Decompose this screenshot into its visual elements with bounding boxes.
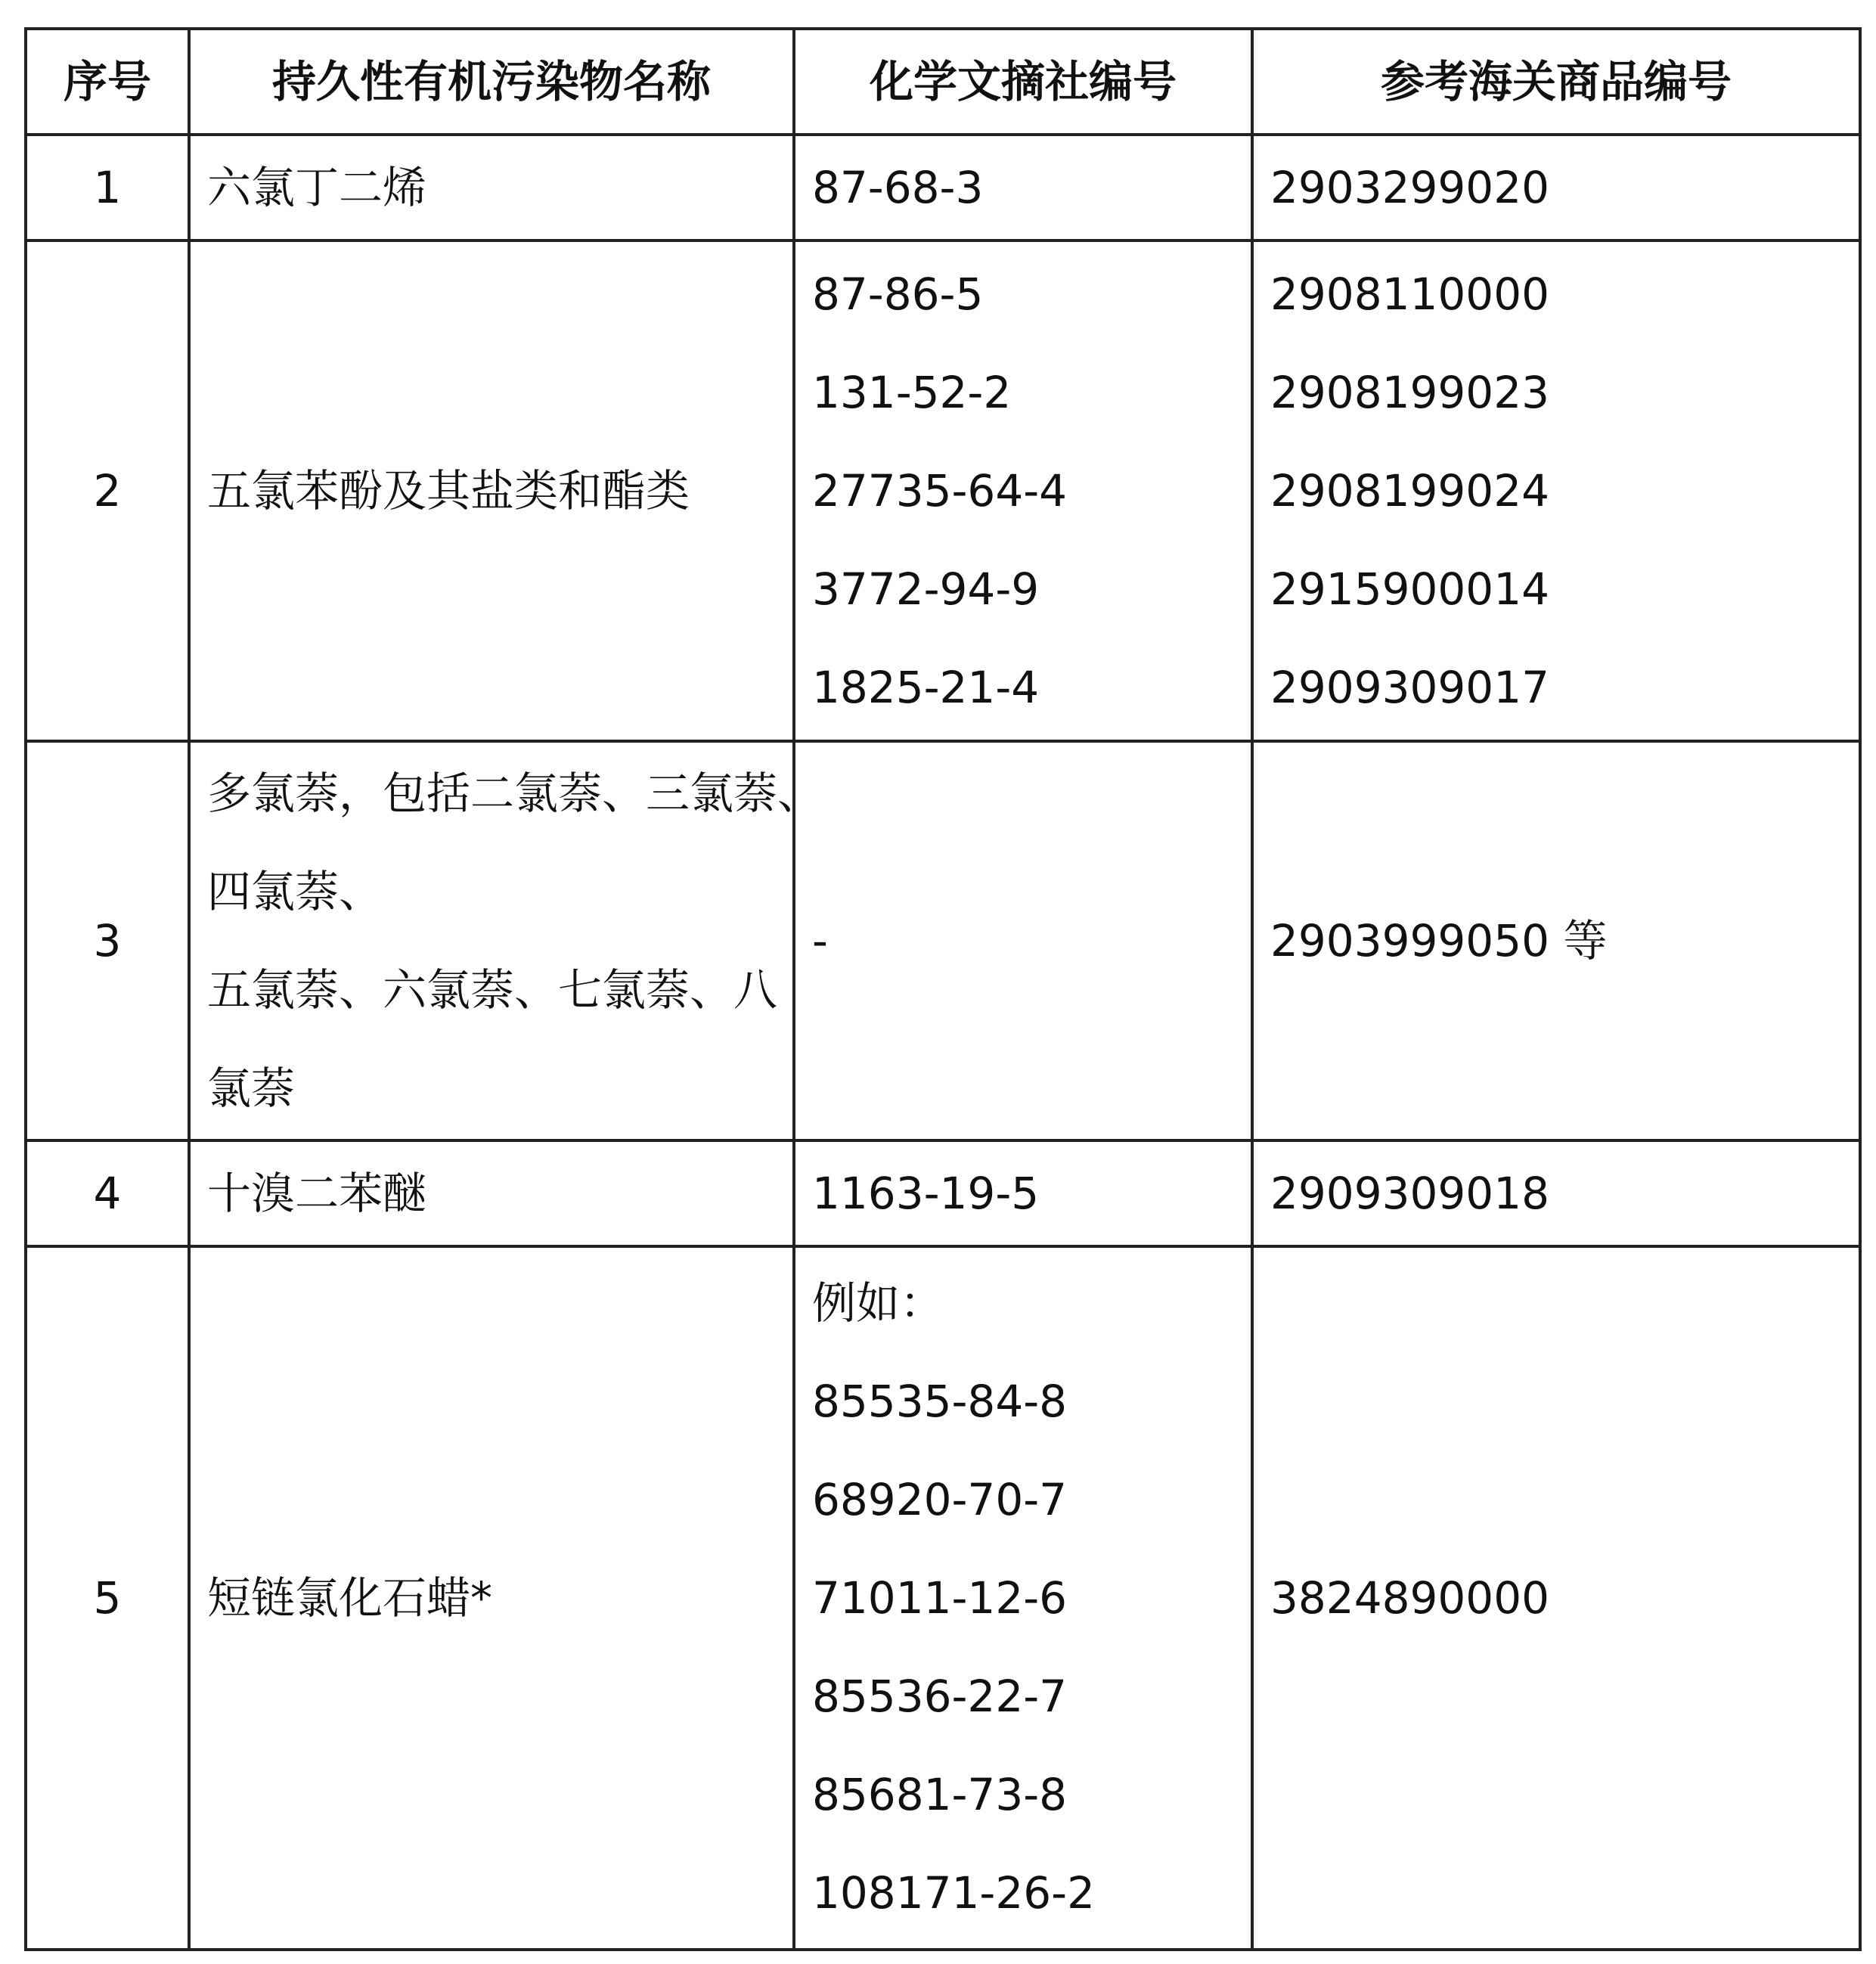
table-row xyxy=(26,1246,1860,1950)
hs-code-line: 2915900014 xyxy=(1270,563,1550,615)
hs-code xyxy=(1252,240,1860,741)
cas-number-line: 1825-21-4 xyxy=(812,662,1040,713)
cas-number xyxy=(794,1140,1252,1246)
hs-code-line: 2908199023 xyxy=(1270,367,1550,418)
hs-code-line: 2908110000 xyxy=(1270,268,1550,320)
hs-code xyxy=(1252,1140,1860,1246)
pollutant-name xyxy=(189,240,794,741)
pollutant-name-line: 短链氯化石蜡* xyxy=(207,1572,493,1624)
cas-number-line: 3772-94-9 xyxy=(812,563,1040,615)
cas-number-line: 85535-84-8 xyxy=(812,1376,1068,1427)
pollutant-name-line: 十溴二苯醚 xyxy=(207,1168,427,1219)
hs-code-line: 3824890000 xyxy=(1270,1572,1550,1624)
cas-number-line: 71011-12-6 xyxy=(812,1572,1068,1624)
hs-code-line: 2908199024 xyxy=(1270,465,1550,517)
cas-number-line: 68920-70-7 xyxy=(812,1474,1068,1525)
cas-number-line: 108171-26-2 xyxy=(812,1867,1095,1919)
pollutant-name-line: 四氯萘、 xyxy=(207,866,383,917)
cas-number xyxy=(794,1246,1252,1950)
pollutant-name-line: 六氯丁二烯 xyxy=(207,162,427,213)
cas-number-line: 131-52-2 xyxy=(812,367,1012,418)
header-index: 序号 xyxy=(26,29,189,135)
hs-code xyxy=(1252,1246,1860,1950)
hs-code-line: 2909309017 xyxy=(1270,662,1550,713)
cas-number xyxy=(794,135,1252,240)
cas-number-line: 例如： xyxy=(812,1277,944,1329)
pollutant-name xyxy=(189,741,822,1140)
row-index: 5 xyxy=(26,1246,189,1950)
cas-number xyxy=(794,240,1252,741)
pollutant-name-line: 氯萘 xyxy=(207,1063,296,1114)
header-cas: 化学文摘社编号 xyxy=(794,29,1252,135)
table-row xyxy=(26,741,1860,1140)
pollutant-name xyxy=(189,135,794,240)
row-index: 3 xyxy=(26,741,189,1140)
hs-code-line: 2909309018 xyxy=(1270,1168,1550,1219)
cas-number xyxy=(794,741,1252,1140)
header-row xyxy=(26,29,1860,135)
table-row xyxy=(26,240,1860,741)
row-index: 2 xyxy=(26,240,189,741)
row-index: 4 xyxy=(26,1140,189,1246)
cas-number-line: 1163-19-5 xyxy=(812,1168,1040,1219)
table-row xyxy=(26,135,1860,240)
pollutant-name-line: 五氯萘、六氯萘、七氯萘、八 xyxy=(207,964,778,1016)
header-name: 持久性有机污染物名称 xyxy=(189,29,794,135)
pop-table xyxy=(24,27,1862,1951)
hs-code-line: 2903299020 xyxy=(1270,162,1550,213)
hs-code-line: 2903999050 等 xyxy=(1270,915,1608,966)
pollutant-name-line: 五氯苯酚及其盐类和酯类 xyxy=(207,465,690,517)
pollutant-name xyxy=(189,1140,794,1246)
pollutant-name-line: 多氯萘，包括二氯萘、三氯萘、 xyxy=(207,768,822,819)
cas-number-line: 27735-64-4 xyxy=(812,465,1068,517)
hs-code xyxy=(1252,741,1860,1140)
pollutant-name xyxy=(189,1246,794,1950)
cas-number-line: - xyxy=(812,915,828,966)
cas-number-line: 85536-22-7 xyxy=(812,1671,1068,1722)
cas-number-line: 87-68-3 xyxy=(812,162,984,213)
hs-code xyxy=(1252,135,1860,240)
cas-number-line: 87-86-5 xyxy=(812,268,984,320)
row-index: 1 xyxy=(26,135,189,240)
header-hs: 参考海关商品编号 xyxy=(1252,29,1860,135)
table-row xyxy=(26,1140,1860,1246)
cas-number-line: 85681-73-8 xyxy=(812,1769,1068,1820)
